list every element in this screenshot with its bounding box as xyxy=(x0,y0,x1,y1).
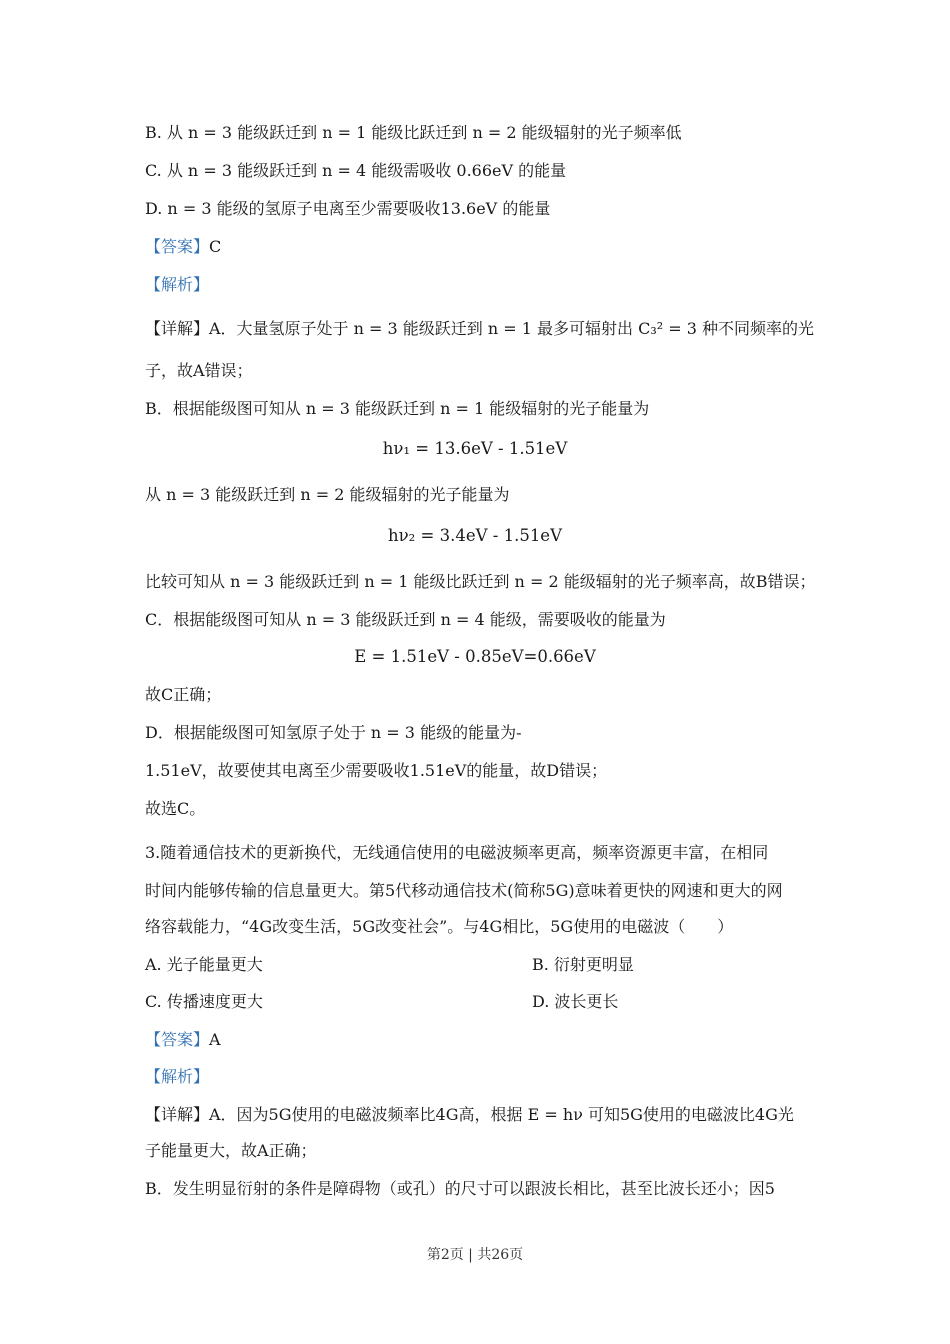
q3-option-c: C. 传播速度更大 xyxy=(145,992,263,1011)
q3-option-a: A. 光子能量更大 xyxy=(145,955,263,974)
q2-option-c: C. 从 n = 3 能级跃迁到 n = 4 能级需吸收 0.66eV 的能量 xyxy=(145,161,567,180)
q2-analysis-label: 【解析】 xyxy=(145,275,210,294)
q2-detail-d-line1: D．根据能级图可知氢原子处于 n = 3 能级的能量为- xyxy=(145,723,522,742)
q2-formula-1: hν₁ = 13.6eV - 1.51eV xyxy=(382,439,568,458)
q3-detail-b-line1: B．发生明显衍射的条件是障碍物（或孔）的尺寸可以跟波长相比，甚至比波长还小；因5 xyxy=(145,1179,775,1198)
q3-stem-line1: 3.随着通信技术的更新换代，无线通信使用的电磁波频率更高，频率资源更丰富，在相同 xyxy=(145,843,769,862)
q2-answer xyxy=(145,237,221,257)
q3-analysis-label: 【解析】 xyxy=(145,1067,210,1086)
answer-value: A xyxy=(209,1030,221,1049)
q3-answer xyxy=(145,1030,221,1050)
q2-detail-b-line3: 比较可知从 n = 3 能级跃迁到 n = 1 能级比跃迁到 n = 2 能级辐射的光子频率高，故B错误； xyxy=(145,572,816,591)
q2-detail-c-line1: C．根据能级图可知从 n = 3 能级跃迁到 n = 4 能级，需要吸收的能量为 xyxy=(145,610,666,629)
q2-detail-b-line2: 从 n = 3 能级跃迁到 n = 2 能级辐射的光子能量为 xyxy=(145,485,510,504)
q2-detail-d-line2: 1.51eV，故要使其电离至少需要吸收1.51eV的能量，故D错误； xyxy=(145,761,608,780)
q2-conclusion: 故选C。 xyxy=(145,799,206,818)
q3-detail-a-line1: 【详解】A．因为5G使用的电磁波频率比4G高，根据 E = hν 可知5G使用的电磁波比4G光 xyxy=(145,1105,794,1124)
q2-detail-a-line2: 子，故A错误； xyxy=(145,361,253,380)
q3-option-d: D. 波长更长 xyxy=(532,992,619,1011)
answer-label: 【答案】 xyxy=(145,1030,210,1049)
q2-formula-3: E = 1.51eV - 0.85eV=0.66eV xyxy=(354,647,596,666)
q3-option-b: B. 衍射更明显 xyxy=(532,955,634,974)
q3-stem-line2: 时间内能够传输的信息量更大。第5代移动通信技术(简称5G)意味着更快的网速和更大的网 xyxy=(145,881,783,900)
q2-option-b: B. 从 n = 3 能级跃迁到 n = 1 能级比跃迁到 n = 2 能级辐射的光子频率低 xyxy=(145,123,682,142)
q3-stem-line3: 络容载能力，“4G改变生活，5G改变社会”。与4G相比，5G使用的电磁波（ ） xyxy=(145,917,734,936)
q2-option-d: D. n = 3 能级的氢原子电离至少需要吸收13.6eV 的能量 xyxy=(145,199,551,218)
q2-detail-c-line2: 故C正确； xyxy=(145,685,222,704)
q2-detail-a-line1: 【详解】A．大量氢原子处于 n = 3 能级跃迁到 n = 1 最多可辐射出 C₃² = 3 种不同频率的光 xyxy=(145,319,815,338)
answer-value: C xyxy=(209,237,222,256)
q2-formula-2: hν₂ = 3.4eV - 1.51eV xyxy=(388,526,562,545)
q3-detail-a-line2: 子能量更大，故A正确； xyxy=(145,1141,317,1160)
answer-label: 【答案】 xyxy=(145,237,210,256)
q2-detail-b-line1: B．根据能级图可知从 n = 3 能级跃迁到 n = 1 能级辐射的光子能量为 xyxy=(145,399,650,418)
page-footer: 第2页 | 共26页 xyxy=(426,1247,524,1263)
